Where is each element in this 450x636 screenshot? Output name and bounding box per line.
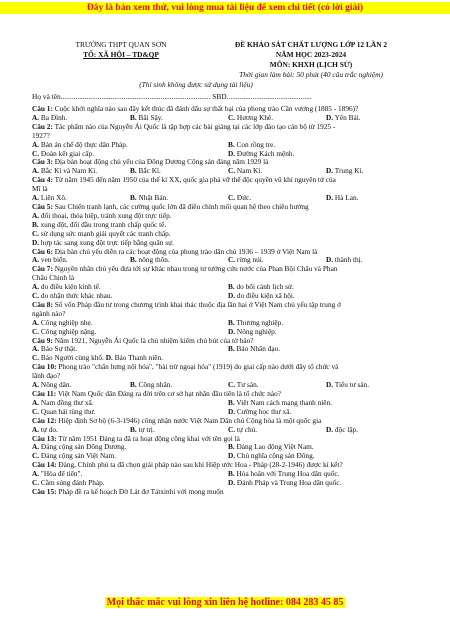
answer-option: B. Việt Nam cách mạng thanh niên. (228, 397, 332, 407)
option-letter: C. (228, 166, 236, 176)
answer-option: B. nông thôn. (130, 255, 170, 265)
question-number: Câu 2: (32, 121, 53, 131)
answer-option: B. Bãi Sậy. (130, 112, 163, 122)
answer-option: D. Yên Bái. (326, 112, 361, 122)
question-number: Câu 3: (32, 157, 53, 167)
question-number: Câu 10: (32, 362, 57, 372)
exam-header (32, 40, 426, 102)
answer-option: A. Nam đồng thư xã. (32, 397, 94, 407)
question-item (32, 123, 424, 159)
answer-option: B. Thương nghiệp. (228, 317, 284, 327)
answer-option: D. Nông nghiệp. (228, 326, 277, 336)
answer-option: B. Bắc Kì. (130, 166, 161, 176)
answer-option: B. do bối cảnh lịch sử. (228, 282, 294, 292)
option-letter: A. (32, 166, 40, 176)
option-letter: D. (228, 291, 236, 301)
question-stem: Câu 3: Địa bàn hoạt động chủ yếu của Đông Dương Cộng sản đảng năm 1929 là (32, 157, 269, 167)
question-stem-continued: Mĩ là (32, 184, 48, 194)
option-letter: A. (32, 193, 40, 203)
option-letter: A. (32, 380, 40, 390)
answer-option: B. Nhật Bản. (130, 193, 169, 203)
group-name: TỔ: XÃ HỘI – TD&QP (83, 50, 159, 59)
answer-option: C. Công nghiệp nặng. (32, 326, 97, 336)
option-letter: C. (228, 112, 236, 122)
answer-option: B. tự trị. (130, 424, 155, 434)
option-letter: B. (228, 282, 235, 292)
answer-option: A. do điều kiện kinh tế. (32, 282, 101, 292)
option-letter: D. (326, 112, 334, 122)
answer-option: C. Tư sản. (228, 380, 259, 390)
question-stem: Câu 5: Sau Chiến tranh lạnh, các cường quốc lớn đã điều chỉnh mối quan hệ theo chiều hướng (32, 201, 309, 211)
option-letter: A. (32, 397, 40, 407)
question-stem: Câu 8: Số vốn Pháp đầu tư trong chương trình khai thác thuộc địa lần hai ở Việt Nam chủ yếu tập trung ở (32, 299, 341, 309)
question-stem: Câu 2: Tác phẩm nào của Nguyễn Ái Quốc là tập hợp các bài giảng tại các lớp đào tạo cán bộ từ 1925 - (32, 121, 336, 131)
question-item (32, 203, 424, 248)
option-letter: B. (130, 424, 137, 434)
option-letter: D. (326, 380, 334, 390)
answer-option: C. Đoàn kết giai cấp. (32, 148, 95, 158)
option-letter: B. (130, 255, 137, 265)
answer-option: B. Công nhân. (130, 380, 173, 390)
answer-option: A. tự do. (32, 424, 58, 434)
question-stem: Câu 9: Năm 1921, Nguyễn Ái Quốc là chủ nhiệm kiêm chủ bút của tờ báo? (32, 335, 254, 345)
exam-note: (Thí sinh không được sử dụng tài liệu) (139, 80, 253, 89)
option-letter: B. (130, 193, 137, 203)
option-letter: A. (32, 282, 40, 292)
preview-banner (0, 2, 450, 14)
answer-option: D. Chủ nghĩa cộng sản Đông. (228, 451, 315, 461)
question-stem: Câu 10: Phong trào "chấn hưng nội hóa", "bài trừ ngoại hóa" (1919) do giai cấp nào dưới đây tổ chức và (32, 362, 339, 372)
question-stem: Câu 13: Từ năm 1951 Đảng ta đã ra hoạt động công khai với tên gọi là (32, 433, 240, 443)
option-letter: B. (130, 380, 137, 390)
question-number: Câu 8: (32, 299, 53, 309)
hotline-footer (0, 596, 450, 609)
answer-option: A. đối thoại, thỏa hiệp, tránh xung đột trực tiếp. (32, 210, 172, 220)
answer-option: A. Đảng cộng sản Đông Dương. (32, 442, 127, 452)
option-letter: D. (326, 255, 334, 265)
question-stem: Câu 12: Hiệp định Sơ bộ (6-3-1946) công nhận nước Việt Nam Dân chủ Cộng hòa là một quốc gia (32, 415, 322, 425)
answer-option: C. Quan hải tùng thư. (32, 406, 96, 416)
answer-option: A. Nông dân. (32, 380, 72, 390)
question-item (32, 337, 424, 364)
answer-option: D. Trung Kì. (326, 166, 364, 176)
answer-option: C. rừng núi. (228, 255, 264, 265)
option-letter: D. (326, 166, 334, 176)
question-item (32, 390, 424, 417)
answer-option: D. Hà Lan. (326, 193, 359, 203)
question-stem: Câu 1: Cuộc khởi nghĩa nào sau đây kết thúc đã đánh dấu sự thất bại của phong trào Cần vương (1885 - 1896)? (32, 104, 359, 113)
question-number: Câu 5: (32, 201, 53, 211)
answer-option: D. do điều kiện xã hội. (228, 291, 295, 301)
option-letter: D. (228, 451, 236, 461)
exam-title: ĐỀ KHẢO SÁT CHẤT LƯỢNG LỚP 12 LẦN 2 (234, 40, 388, 49)
subject: MÔN: KHXH (LỊCH SỬ) (269, 60, 353, 69)
option-letter: B. (228, 397, 235, 407)
question-item (32, 248, 424, 266)
option-letter: D. (228, 478, 236, 488)
option-letter: C. (228, 193, 236, 203)
question-number: Câu 6: (32, 246, 53, 256)
question-stem: Câu 6: Địa bàn chủ yếu diễn ra các hoạt động của phong trào dân chủ 1936 – 1939 ở Việt Nam là (32, 246, 318, 256)
answer-option: B. Con rồng tre. (228, 139, 276, 149)
question-number: Câu 7: (32, 264, 53, 274)
option-letter: D. (326, 424, 334, 434)
option-letter: C. (32, 291, 40, 301)
option-letter: A. (32, 210, 40, 220)
name-line: Họ và tên................................................................................. SBD.............................................. (32, 92, 312, 101)
option-letter: C. (228, 424, 236, 434)
answer-option: C. Hương Khê. (228, 112, 274, 122)
question-stem: Câu 11: Việt Nam Quốc dân Đảng ra đời trên cơ sở hạt nhân đầu tiên là tổ chức nào? (32, 389, 281, 398)
answer-option: B. Hòa hoãn với Trung Hoa dân quốc. (228, 469, 340, 479)
answer-option: A. Báo Sự thật. (32, 344, 78, 354)
answer-option: A. Ba Đình. (32, 112, 68, 122)
question-number: Câu 1: (32, 104, 53, 113)
option-letter: D. (32, 237, 40, 247)
option-letter: A. (32, 424, 40, 434)
answer-option: B. xung đột, đối đầu trong tranh chấp quốc tế. (32, 219, 167, 229)
question-stem-continued: lãnh đạo? (32, 371, 61, 381)
question-stem: Câu 15: Pháp đề ra kế hoạch Đờ Lát đơ Tátxinhi với mong muốn (32, 486, 224, 496)
answer-option: A. Công nghiệp nhẹ. (32, 317, 93, 327)
option-letter: D. (228, 148, 236, 158)
question-stem: Câu 4: Từ năm 1945 đến năm 1950 của thế kỉ XX, quốc gia phá vỡ thế độc quyền vũ khí nguyên tử của (32, 175, 336, 185)
answer-option: C. sử dụng sức mạnh giải quyết các tranh chấp. (32, 228, 171, 238)
question-stem: Câu 7: Nguyên nhân chủ yếu đưa tới sự khác nhau trong tư tưởng cứu nước của Phan Bội Châu và Phan (32, 264, 338, 274)
question-item (32, 176, 424, 203)
question-stem: Câu 14: Đảng, Chính phủ ta đã chọn giải pháp nào sau khi Hiệp ước Hoa - Pháp (28-2-1946) được kí kết? (32, 460, 343, 470)
option-letter: B. (228, 344, 235, 354)
answer-option: D. Báo Thanh niên. (105, 353, 163, 363)
banner-text: Đây là bản xem thử, vui lòng mua tài liệu để xem chi tiết (có lời giải) (86, 3, 364, 13)
option-letter: C. (32, 478, 40, 488)
school-year: NĂM HỌC 2023-2024 (275, 50, 347, 59)
answer-option: D. thành thị. (326, 255, 363, 265)
option-letter: A. (32, 112, 40, 122)
option-letter: D. (105, 353, 113, 363)
answer-option: C. Đức. (228, 193, 252, 203)
option-letter: B. (130, 166, 137, 176)
answer-option: D. Cường học thư xã. (228, 406, 292, 416)
answer-option: A. Bản án chế độ thực dân Pháp. (32, 139, 128, 149)
option-letter: A. (32, 344, 40, 354)
question-item (32, 461, 424, 488)
question-item (32, 363, 424, 390)
question-item (32, 158, 424, 176)
option-letter: D. (228, 326, 236, 336)
answer-option: C. Cầm súng đánh Pháp. (32, 478, 105, 488)
question-number: Câu 11: (32, 389, 57, 398)
answer-option: C. Nam Kì. (228, 166, 263, 176)
option-letter: C. (32, 451, 40, 461)
option-letter: A. (32, 139, 40, 149)
answer-option: D. Đường Kách mệnh. (228, 148, 295, 158)
answer-option: A. "Hòa để tiến". (32, 469, 83, 479)
option-letter: B. (228, 469, 235, 479)
answer-option: D. hợp tác sang xung đột trực tiếp bằng quân sự. (32, 237, 174, 247)
answer-option: C. tự chủ. (228, 424, 258, 434)
answer-option: A. Bắc Kì và Nam Kì. (32, 166, 98, 176)
option-letter: B. (130, 112, 137, 122)
answer-option: D. độc lập. (326, 424, 359, 434)
option-letter: D. (228, 406, 236, 416)
option-letter: B. (228, 442, 235, 452)
school-name: TRƯỜNG THPT QUAN SƠN (75, 40, 167, 49)
option-letter: C. (32, 326, 40, 336)
question-list (32, 105, 424, 497)
question-number: Câu 13: (32, 433, 57, 443)
question-item (32, 417, 424, 435)
question-number: Câu 4: (32, 175, 53, 185)
question-stem-continued: 1927? (32, 130, 50, 140)
option-letter: C. (228, 255, 236, 265)
question-item (32, 301, 424, 337)
option-letter: B. (228, 139, 235, 149)
answer-option: B. Báo Nhân đạo. (228, 344, 281, 354)
footer-text: Mọi thắc mắc vui lòng xin liên hệ hotline: 084 283 45 85 (106, 597, 344, 608)
answer-option: B. Đảng Lao động Việt Nam. (228, 442, 314, 452)
option-letter: A. (32, 469, 40, 479)
question-item (32, 265, 424, 301)
option-letter: C. (32, 148, 40, 158)
option-letter: C. (32, 406, 40, 416)
question-number: Câu 15: (32, 486, 57, 496)
option-letter: C. (32, 353, 40, 363)
answer-option: D. Tiểu tư sản. (326, 380, 370, 390)
question-number: Câu 9: (32, 335, 53, 345)
answer-option: D. Đánh Pháp và Trung Hoa dân quốc. (228, 478, 342, 488)
answer-option: C. do nhận thức khác nhau. (32, 291, 113, 301)
question-item (32, 105, 424, 123)
question-number: Câu 14: (32, 460, 57, 470)
question-item (32, 488, 424, 497)
answer-option: A. ven biển. (32, 255, 68, 265)
question-stem-continued: Châu Chinh là (32, 273, 75, 283)
time-limit: Thời gian làm bài: 50 phút (40 câu trắc nghiệm) (239, 70, 383, 79)
option-letter: A. (32, 442, 40, 452)
answer-option: C. Báo Người cùng khổ. (32, 353, 104, 363)
question-number: Câu 12: (32, 415, 57, 425)
option-letter: B. (32, 219, 39, 229)
option-letter: A. (32, 317, 40, 327)
option-letter: B. (228, 317, 235, 327)
option-letter: A. (32, 255, 40, 265)
question-stem-continued: ngành nào? (32, 308, 66, 318)
option-letter: D. (326, 193, 334, 203)
option-letter: C. (32, 228, 40, 238)
answer-option: A. Liên Xô. (32, 193, 67, 203)
answer-option: C. Đảng cộng sản Việt Nam. (32, 451, 116, 461)
option-letter: C. (228, 380, 236, 390)
question-item (32, 435, 424, 462)
